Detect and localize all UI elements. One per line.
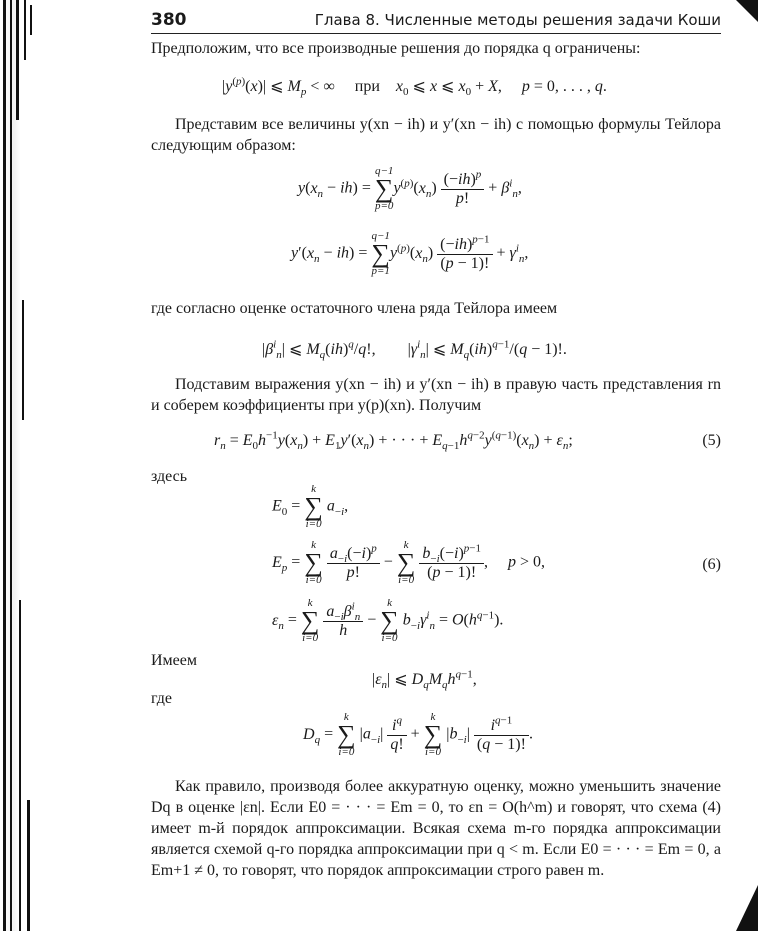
word-imeem: Имеем [151, 652, 198, 669]
equation-5: $r_n = E_0h^{-1}y(x_n) + E_1y'(x_n)$ + · · · + $E_{q-1}h^{q-2}y^{(q-1)}(x_n) + \varepsilon_n$; [214, 429, 573, 453]
page-number: 380 [151, 10, 187, 30]
binding-edge [0, 0, 44, 931]
equation-Dq: $D_q$ = k ∑ i=0 $|a_{-i}|$ $\frac{i^q}{q!}$ + k ∑ i=0 $|b_{-i}|$ $\frac{i^{q-1}}{(q - 1)!}$ . [303, 711, 533, 758]
equation-epsilon-bound: $|\varepsilon_n|$ ⩽ $D_qM_qh^{q-1}$, [372, 668, 477, 692]
scan-corner-top [736, 0, 758, 22]
equation-6-number: (6) [702, 556, 721, 573]
equation-epsilon-n: $\varepsilon_n$ = k ∑ i=0 $\frac{a_{-i}\beta^i_n}{h}$ − k ∑ i=0 $b_{-i}\gamma^i_n = O(h^{q-1})$. [272, 597, 504, 644]
scan-corner-bottom [736, 885, 758, 931]
equation-taylor-y: $y(x_n - ih)$ = q−1 ∑ p=0 $y^{(p)}(x_n)$ $\frac{(-ih)^p}{p!}$ + $\beta^i_n$, [298, 165, 522, 212]
equation-E0: $E_0$ = k ∑ i=0 $a_{-i}$, [272, 483, 349, 530]
paragraph-1: Предположим, что все производные решения до порядка q ограничены: [151, 40, 641, 57]
paragraph-5: Как правило, производя более аккуратную оценку, можно уменьшить значение Dq в оценке |εn|. Если E0 = · · · = Em = 0, то εn = O(h^m) и говорят, что схема (4) имеет m-й порядок аппроксимации. Всякая схема m-го порядка аппроксимации является схемой q-го порядка аппроксимации при q < m. Если E0 = · · · = Em = 0, а Em+1 ≠ 0, то говорят, что порядок аппроксимации строго равен m. [151, 778, 721, 879]
header-rule [151, 33, 721, 34]
word-gde: где [151, 690, 173, 707]
equation-Ep: $E_p$ = k ∑ i=0 $\frac{a_{-i}(-i)^p}{p!}$ − k ∑ i=0 $\frac{b_{-i}(-i)^{p-1}}{(p - 1)!}$ , p > 0, [272, 539, 546, 586]
paragraph-4: Подставим выражения y(xn − ih) и y′(xn − ih) в правую часть представления rn и соберем коэффициенты при y(p)(xn). Получим [151, 376, 721, 414]
running-head: Глава 8. Численные методы решения задачи Коши [314, 11, 721, 29]
page-header [151, 10, 721, 34]
equation-derivative-bound: $|y^{(p)}(x)|$ ⩽ $M_p$ < ∞ при $x_0$ ⩽ x ⩽ $x_0 + X$, p = 0, . . . , q. [222, 75, 607, 99]
equation-5-number: (5) [702, 432, 721, 449]
word-zdes: здесь [151, 468, 188, 485]
paragraph-2: Представим все величины y(xn − ih) и y′(xn − ih) с помощью формулы Тейлора следующим образом: [151, 116, 721, 154]
equation-taylor-yprime: $y'(x_n - ih)$ = q−1 ∑ p=1 $y^{(p)}(x_n)$ $\frac{(-ih)^{p-1}}{(p - 1)!}$ + $\gamma^i_n$, [291, 230, 529, 277]
paragraph-3: где согласно оценке остаточного члена ряда Тейлора имеем [151, 300, 558, 317]
equation-remainder: $|\beta^i_n|$ ⩽ $M_q(ih)^q/q$!, $|\gamma^i_n|$ ⩽ $M_q(ih)^{q-1}/(q - 1)$!. [262, 338, 567, 362]
